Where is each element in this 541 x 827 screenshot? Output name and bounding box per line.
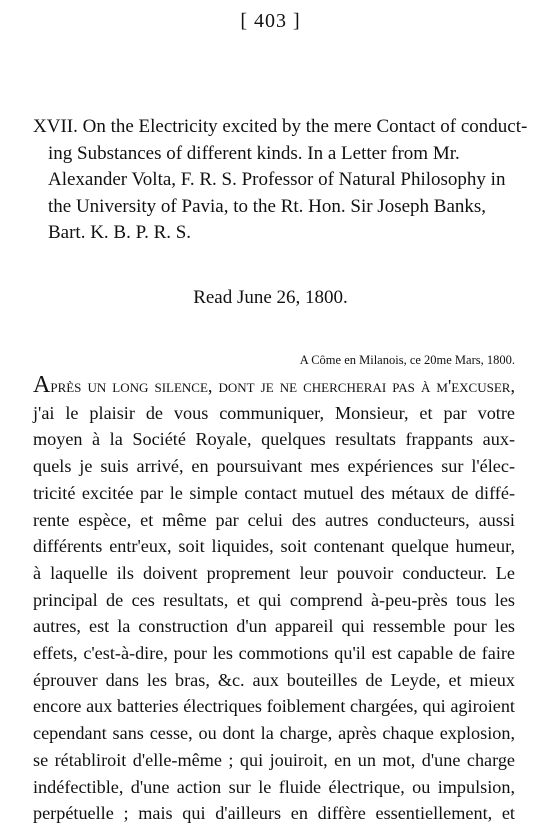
body-line: cependant sans cesse, ou dont la charge, après chaque explosion, [33, 723, 515, 744]
body-line: autres, est la construction d'un appareil qui ressemble pour les [33, 616, 515, 637]
body-line: moyen à la Société Royale, quelques resultats frappants aux- [33, 429, 515, 450]
article-title [33, 114, 528, 247]
title-line: ing Substances of different kinds. In a Letter from Mr. [48, 142, 460, 164]
body-line: indéfectible, d'une action sur le fluide électrique, ou impulsion, [33, 776, 515, 797]
body-line [33, 372, 515, 400]
body-line: tricité excitée par le simple contact mutuel des métaux de diffé- [33, 482, 515, 503]
body-line: à laquelle ils doivent proprement leur pouvoir conducteur. Le [33, 562, 515, 583]
page-number: [ 403 ] [240, 10, 301, 32]
title-line: Bart. K. B. P. R. S. [48, 222, 192, 243]
body-line: j'ai le plaisir de vous communiquer, Monsieur, et par votre [33, 402, 515, 423]
dropcap: A [33, 372, 51, 398]
body-line: se rétabliroit d'elle-même ; qui jouiroit, en un mot, d'une charge [33, 749, 515, 770]
read-date: Read June 26, 1800. [193, 287, 348, 308]
body-line: quels je suis arrivé, en poursuivant mes expériences sur l'élec- [33, 456, 515, 477]
body-line: perpétuelle ; mais qui d'ailleurs en diffère essentiellement, et [33, 803, 515, 824]
body-line: éprouver dans les bras, &c. aux bouteilles de Leyde, et mieux [33, 669, 515, 690]
title-line: Alexander Volta, F. R. S. Professor of Natural Philosophy in [48, 169, 506, 190]
body-line: principal de ces resultats, et qui comprend à-peu-près tous les [33, 589, 515, 610]
body-line: encore aux batteries électriques foiblement chargées, qui agiroient [33, 696, 515, 717]
body-line: rente espèce, et même par celui des autres conducteurs, aussi [33, 509, 515, 530]
title-line: the University of Pavia, to the Rt. Hon. Sir Joseph Banks, [48, 195, 487, 217]
body-line: effets, c'est-à-dire, pour les commotions qu'il est capable de faire [33, 643, 515, 664]
body-line: différents entr'eux, soit liquides, soit contenant quelque humeur, [33, 536, 515, 557]
title-line: XVII. On the Electricity excited by the mere Contact of conduct- [33, 116, 528, 137]
body-line-text: près un long silence, dont je ne chercherai pas à m'excuser, [50, 376, 515, 396]
letter-dateline: A Côme en Milanois, ce 20me Mars, 1800. [299, 353, 515, 367]
letter-body [33, 372, 515, 827]
